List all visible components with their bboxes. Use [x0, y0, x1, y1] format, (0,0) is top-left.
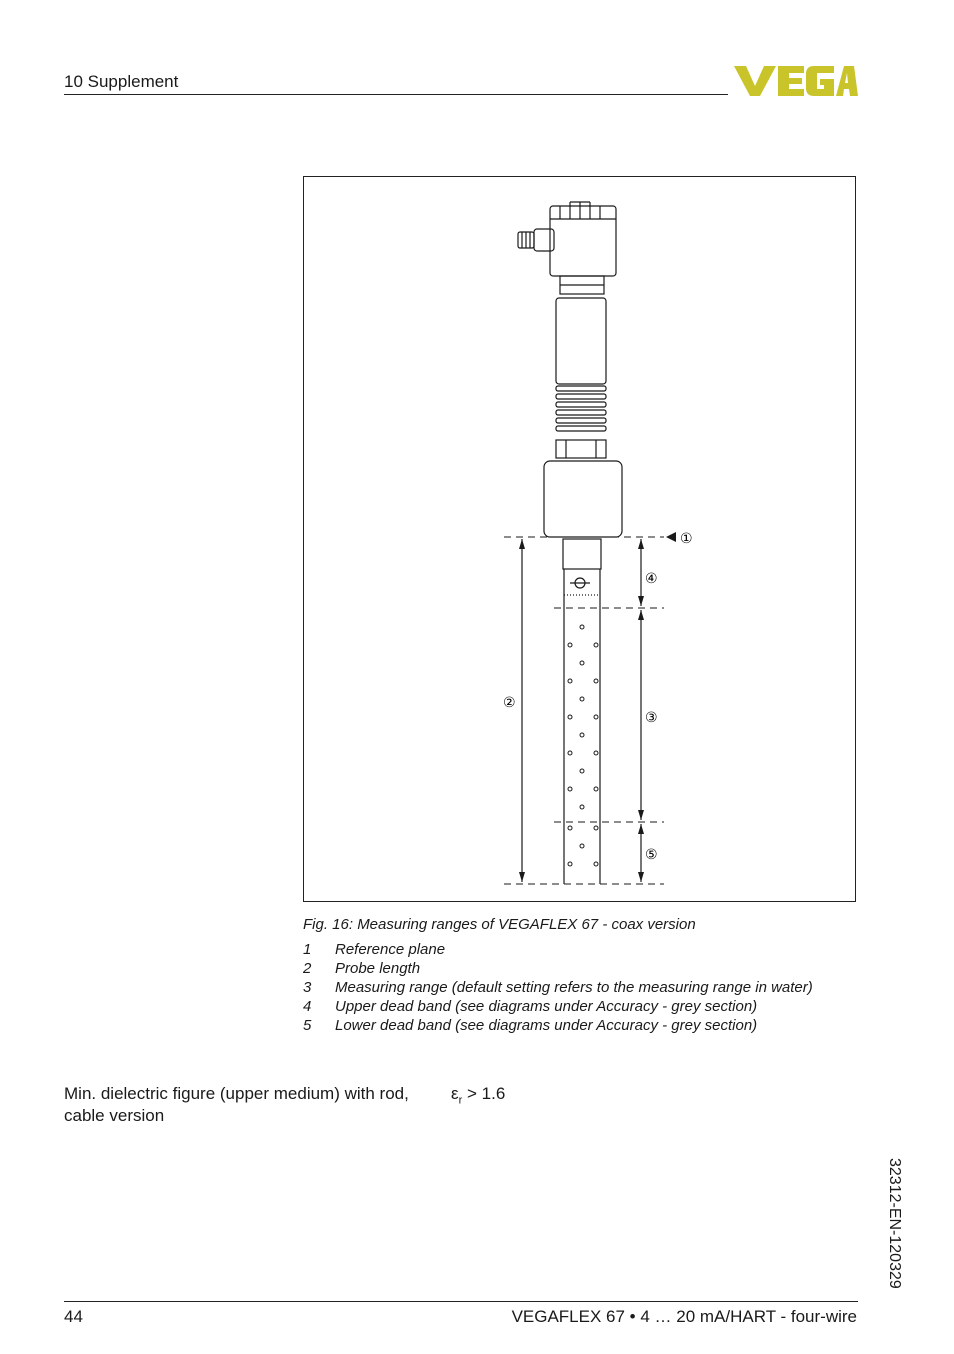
legend-number: 1	[303, 941, 312, 958]
legend-number: 5	[303, 1017, 312, 1034]
legend-item	[303, 960, 813, 979]
vega-logo	[734, 64, 858, 98]
callout-5: ⑤	[645, 847, 658, 863]
legend-text: Upper dead band (see diagrams under Accuracy - grey section)	[335, 998, 758, 1015]
probe-diagram	[304, 177, 857, 903]
figure-frame	[303, 176, 856, 902]
callout-3: ③	[645, 710, 658, 726]
footer-title: VEGAFLEX 67 • 4 … 20 mA/HART - four-wire	[511, 1307, 857, 1326]
figure-legend	[303, 941, 813, 1036]
spec-value-text: > 1.6	[462, 1084, 506, 1103]
legend-item	[303, 1017, 813, 1036]
legend-text: Measuring range (default setting refers to the measuring range in water)	[335, 979, 813, 996]
hex-nut	[556, 440, 606, 458]
figure-caption: Fig. 16: Measuring ranges of VEGAFLEX 67 - coax version	[303, 916, 696, 933]
legend-number: 2	[303, 960, 312, 977]
legend-text: Lower dead band (see diagrams under Accuracy - grey section)	[335, 1017, 758, 1034]
footer-divider	[64, 1301, 858, 1302]
cable-gland	[534, 229, 554, 251]
document-code: 32312-EN-120329	[886, 1158, 903, 1289]
spec-label: Min. dielectric figure (upper medium) with rod, cable version	[64, 1084, 409, 1125]
process-thread	[563, 539, 601, 569]
probe-sleeve	[556, 298, 606, 384]
header-divider	[64, 94, 728, 95]
legend-text: Probe length	[335, 960, 421, 977]
reference-arrow-icon	[666, 532, 676, 542]
legend-number: 4	[303, 998, 312, 1015]
spec-value	[451, 1083, 505, 1111]
legend-text: Reference plane	[335, 941, 446, 958]
spec-subscript: r	[458, 1094, 463, 1107]
legend-item	[303, 979, 813, 998]
process-body	[544, 461, 622, 537]
section-heading: 10 Supplement	[64, 72, 179, 91]
callout-2: ②	[503, 695, 516, 711]
legend-item	[303, 941, 813, 960]
page-number: 44	[64, 1307, 83, 1326]
legend-item	[303, 998, 813, 1017]
spec-symbol: ε	[451, 1084, 459, 1103]
callout-1: ①	[680, 531, 693, 547]
callout-4: ④	[645, 571, 658, 587]
legend-number: 3	[303, 979, 312, 996]
